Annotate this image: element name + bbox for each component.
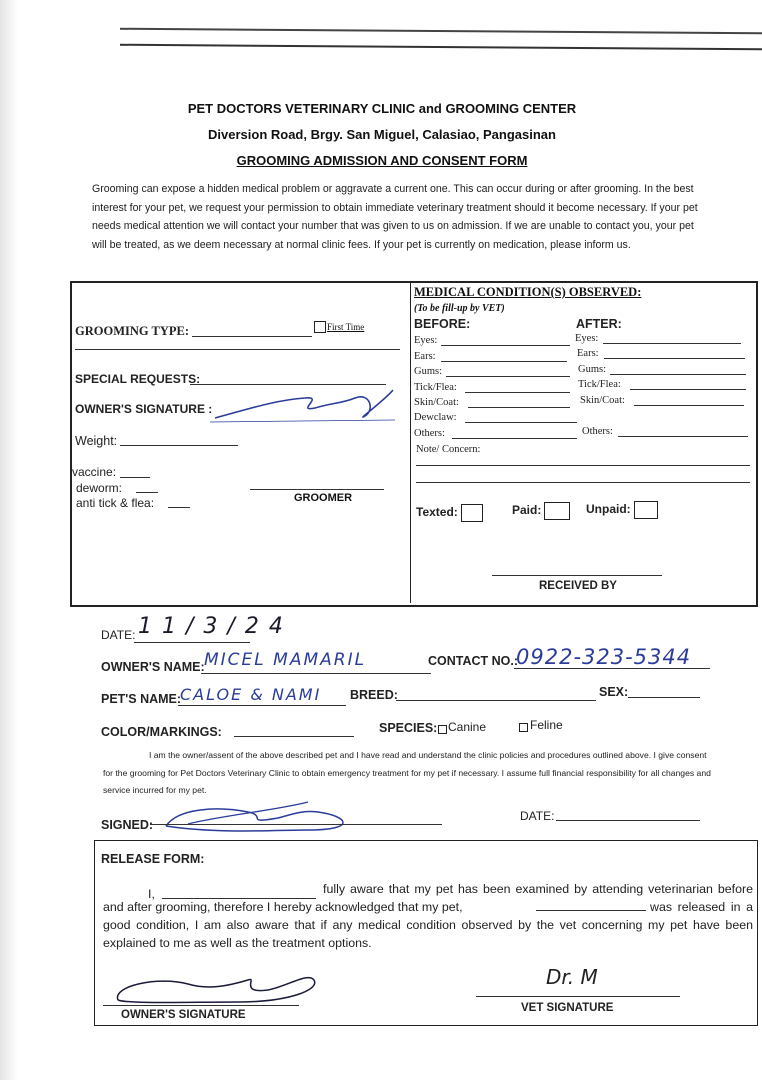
after-others: Others: — [582, 426, 613, 437]
before-gums-line — [446, 376, 570, 377]
weight-line — [120, 445, 238, 446]
deworm-line — [136, 492, 158, 493]
intro-paragraph: Grooming can expose a hidden medical problem or aggravate a current one. This can occur during or after grooming. In the best interest for your pet, we request your permission to obtain immediate veterinary treatment should it become necessary. If your pet needs medical attention we will contact your number that was given to us on admission. If we are unable to contact you, your pet will be treated, as we deem necessary at normal clinic fees. If your pet is currently on medication, please inform us. — [92, 183, 698, 251]
feline-label: Feline — [530, 718, 563, 732]
release-i: I, — [148, 887, 155, 901]
owner-name-line — [201, 673, 431, 674]
date-line — [134, 642, 250, 643]
first-time-label: First Time — [327, 322, 365, 332]
contact-value[interactable]: 0922-323-5344 — [516, 645, 692, 669]
signed-signature-mark — [158, 796, 358, 840]
feline-checkbox[interactable] — [519, 723, 528, 732]
color-line — [234, 736, 354, 737]
groomer-line — [250, 489, 384, 490]
vet-signature-value: Dr. M — [546, 965, 598, 989]
after-ears-line — [604, 358, 745, 359]
after-others-line — [618, 436, 748, 437]
anti-tick-line — [168, 507, 190, 508]
canine-checkbox[interactable] — [438, 725, 447, 734]
after-gums: Gums: — [578, 364, 607, 375]
before-dewclaw-line — [465, 422, 577, 423]
after-gums-line — [610, 374, 746, 375]
clinic-address: Diversion Road, Brgy. San Miguel, Calasiao, Pangasinan — [208, 127, 556, 142]
note-line-1 — [416, 465, 750, 466]
before-ears-line — [441, 361, 567, 362]
species-label: SPECIES: — [379, 721, 438, 735]
grooming-type-line-2 — [75, 349, 400, 350]
before-gums: Gums: — [414, 366, 443, 377]
before-heading: BEFORE: — [414, 317, 471, 331]
color-label: COLOR/MARKINGS: — [101, 725, 222, 739]
owner-name-value[interactable]: MICEL MAMARIL — [204, 650, 367, 670]
release-owner-signature-mark — [108, 968, 328, 1014]
release-owner-label: OWNER'S SIGNATURE — [121, 1009, 246, 1021]
owners-signature-label-top: OWNER'S SIGNATURE : — [75, 402, 213, 416]
pet-name-value[interactable]: CALOE & NAMI — [180, 685, 322, 704]
note-line-2 — [416, 482, 750, 483]
deworm-label: deworm: — [76, 481, 123, 495]
received-by-label: RECEIVED BY — [539, 580, 617, 592]
unpaid-field — [586, 501, 658, 519]
before-skin: Skin/Coat: — [414, 397, 459, 408]
before-dewclaw: Dewclaw: — [414, 412, 457, 423]
before-skin-line — [468, 407, 570, 408]
before-ears: Ears: — [414, 351, 436, 362]
after-ears: Ears: — [577, 348, 599, 359]
release-owner-line — [103, 1005, 299, 1006]
special-requests-label: SPECIAL REQUESTS: — [75, 372, 201, 386]
anti-tick-label: anti tick & flea: — [76, 496, 155, 510]
consent-paragraph: I am the owner/assent of the above described pet and I have read and understand the clinic policies and procedures outlined above. I give consent for the grooming for Pet Doctors Veterinary Clinic to obtain emergency treatment for my pet if necessary. I assume full financial responsibility for all changes and service incurred for my pet. — [103, 750, 711, 795]
medical-title: MEDICAL CONDITION(S) OBSERVED: — [414, 285, 642, 299]
note-label: Note/ Concern: — [416, 444, 481, 455]
vaccine-label: vaccine: — [72, 465, 117, 479]
pet-name-line — [178, 705, 346, 706]
contact-label: CONTACT NO.: — [428, 654, 519, 668]
sex-line — [628, 697, 700, 698]
unpaid-label: Unpaid: — [586, 502, 631, 517]
after-tick-line — [630, 389, 746, 390]
breed-label: BREED: — [350, 688, 398, 702]
before-tick: Tick/Flea: — [414, 382, 457, 393]
grooming-type-label: GROOMING TYPE: — [75, 324, 190, 338]
vaccine-line — [120, 477, 150, 478]
form-title: GROOMING ADMISSION AND CONSENT FORM — [236, 153, 528, 168]
texted-checkbox[interactable] — [461, 504, 483, 522]
first-time-checkbox[interactable] — [314, 321, 326, 333]
after-heading: AFTER: — [576, 317, 622, 331]
pet-name-label: PET'S NAME: — [101, 692, 182, 706]
owner-signature-mark-top — [205, 380, 405, 430]
breed-line — [396, 700, 596, 701]
sex-label: SEX: — [599, 685, 629, 699]
medical-subtitle: (To be fill-up by VET) — [414, 303, 505, 314]
after-skin-line — [634, 405, 744, 406]
vet-signature-label: VET SIGNATURE — [521, 1002, 614, 1014]
vet-signature-line — [476, 996, 680, 997]
paper-top-edge — [120, 28, 762, 50]
grooming-type-line — [192, 336, 312, 337]
after-eyes-line — [603, 343, 741, 344]
unpaid-checkbox[interactable] — [634, 501, 658, 519]
signed-line — [150, 824, 442, 825]
release-text-1: fully aware that my pet has been examined by attending veterinarian before and after grooming, therefore I hereby acknowledged that my pet, — [103, 882, 753, 914]
paid-checkbox[interactable] — [544, 502, 570, 520]
box-divider — [410, 281, 411, 603]
after-eyes: Eyes: — [575, 333, 599, 344]
contact-line — [514, 668, 710, 669]
owner-name-label: OWNER'S NAME: — [101, 660, 205, 674]
after-tick: Tick/Flea: — [578, 379, 621, 390]
date-value[interactable]: 11/3/24 — [138, 614, 293, 639]
before-others: Others: — [414, 428, 445, 439]
page-shadow — [0, 0, 18, 1080]
paid-field — [512, 502, 570, 520]
release-text-2: was released in a good condition, I am also aware that if any medical condition observed by the vet concerning my pet have been explained to me as well as the treatment options. — [103, 900, 753, 950]
texted-label: Texted: — [416, 505, 458, 520]
clinic-name: PET DOCTORS VETERINARY CLINIC and GROOMING CENTER — [187, 101, 577, 116]
weight-label: Weight: — [75, 434, 118, 448]
after-skin: Skin/Coat: — [580, 395, 625, 406]
before-eyes-line — [441, 345, 570, 346]
signed-date-line — [556, 820, 700, 821]
paid-label: Paid: — [512, 503, 542, 518]
groomer-label: GROOMER — [294, 492, 353, 504]
texted-field — [416, 504, 483, 522]
canine-label: Canine — [448, 720, 487, 734]
signed-label: SIGNED: — [101, 818, 154, 832]
release-title: RELEASE FORM: — [101, 852, 205, 866]
received-by-line — [492, 575, 662, 576]
before-others-line — [452, 438, 577, 439]
date-label: DATE: — [101, 628, 136, 642]
before-eyes: Eyes: — [414, 335, 438, 346]
before-tick-line — [465, 392, 570, 393]
signed-date-label: DATE: — [520, 809, 555, 823]
